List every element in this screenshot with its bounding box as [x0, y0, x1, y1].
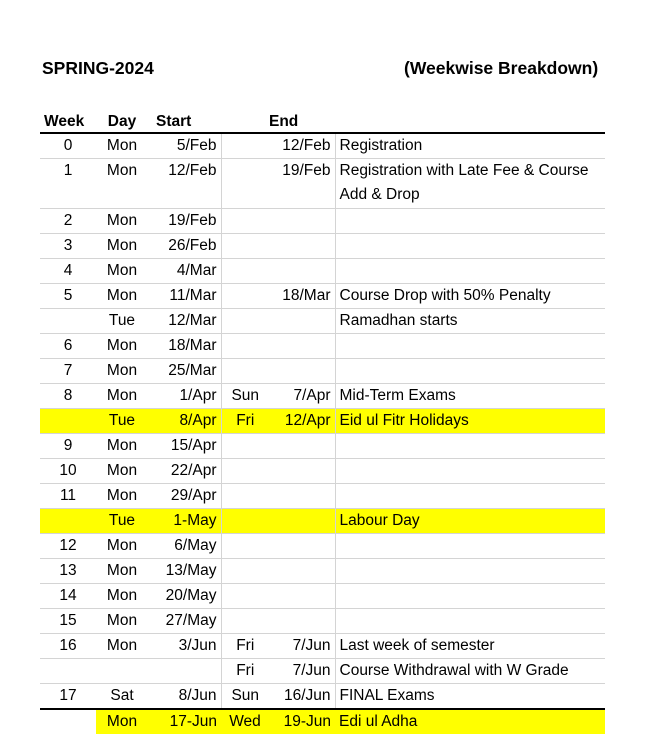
- row-week: 3: [40, 234, 96, 259]
- row-end-day: Sun: [221, 684, 269, 710]
- row-end: [269, 259, 335, 284]
- table-row: [40, 133, 605, 159]
- row-day: Mon: [96, 384, 148, 409]
- row-day: Mon: [96, 584, 148, 609]
- row-event: Registration with Late Fee & Course Add & Drop: [335, 159, 605, 209]
- row-day: Mon: [96, 634, 148, 659]
- schedule-rows: [40, 133, 605, 734]
- row-end-day: [221, 584, 269, 609]
- row-start: 1-May: [148, 509, 221, 534]
- row-event: Course Drop with 50% Penalty: [335, 284, 605, 309]
- row-week: 15: [40, 609, 96, 634]
- row-week: 0: [40, 133, 96, 159]
- table-row: [40, 209, 605, 234]
- row-week: 17: [40, 684, 96, 710]
- table-row: [40, 534, 605, 559]
- table-row: [40, 434, 605, 459]
- table-row: [40, 309, 605, 334]
- page-subtitle: (Weekwise Breakdown): [404, 58, 599, 78]
- row-start: 25/Mar: [148, 359, 221, 384]
- row-event: Registration: [335, 133, 605, 159]
- row-end-day: [221, 459, 269, 484]
- row-end: 7/Jun: [269, 659, 335, 684]
- row-day: Mon: [96, 609, 148, 634]
- header-event: [335, 107, 605, 133]
- row-start: 17-Jun: [148, 709, 221, 734]
- row-day: Mon: [96, 709, 148, 734]
- row-event: Eid ul Fitr Holidays: [335, 409, 605, 434]
- row-end: 12/Apr: [269, 409, 335, 434]
- row-end: [269, 534, 335, 559]
- row-end-day: Fri: [221, 634, 269, 659]
- row-week: 6: [40, 334, 96, 359]
- row-week: 8: [40, 384, 96, 409]
- row-week: 7: [40, 359, 96, 384]
- table-row: [40, 284, 605, 309]
- header-end: End: [269, 107, 335, 133]
- row-event: Last week of semester: [335, 634, 605, 659]
- row-end-day: [221, 234, 269, 259]
- row-week: [40, 509, 96, 534]
- row-event: [335, 459, 605, 484]
- table-row: [40, 459, 605, 484]
- row-start: 8/Apr: [148, 409, 221, 434]
- row-event: [335, 534, 605, 559]
- row-end-day: [221, 209, 269, 234]
- row-event: [335, 584, 605, 609]
- table-row: [40, 359, 605, 384]
- row-event: Mid-Term Exams: [335, 384, 605, 409]
- row-end: 19-Jun: [269, 709, 335, 734]
- row-end: [269, 334, 335, 359]
- row-start: 26/Feb: [148, 234, 221, 259]
- row-start: 3/Jun: [148, 634, 221, 659]
- row-day: Tue: [96, 309, 148, 334]
- row-end-day: Sun: [221, 384, 269, 409]
- row-event: FINAL Exams: [335, 684, 605, 710]
- row-end-day: [221, 259, 269, 284]
- row-start: 27/May: [148, 609, 221, 634]
- row-end: [269, 584, 335, 609]
- row-start: 6/May: [148, 534, 221, 559]
- table-row: [40, 409, 605, 434]
- row-event: [335, 434, 605, 459]
- row-week: 10: [40, 459, 96, 484]
- row-end: 12/Feb: [269, 133, 335, 159]
- row-event: [335, 559, 605, 584]
- row-end: [269, 484, 335, 509]
- row-end-day: [221, 309, 269, 334]
- row-start: 15/Apr: [148, 434, 221, 459]
- row-event: [335, 609, 605, 634]
- row-week: 14: [40, 584, 96, 609]
- row-end-day: [221, 434, 269, 459]
- header-end-day: [221, 107, 269, 133]
- row-end: [269, 434, 335, 459]
- row-start: 13/May: [148, 559, 221, 584]
- header-day: Day: [96, 107, 148, 133]
- table-row: [40, 334, 605, 359]
- row-end-day: Fri: [221, 409, 269, 434]
- row-week: 11: [40, 484, 96, 509]
- row-end-day: [221, 359, 269, 384]
- row-end: [269, 509, 335, 534]
- row-end-day: [221, 284, 269, 309]
- row-week: 2: [40, 209, 96, 234]
- table-row: [40, 609, 605, 634]
- row-event: Ramadhan starts: [335, 309, 605, 334]
- row-day: Mon: [96, 534, 148, 559]
- table-row: [40, 659, 605, 684]
- row-week: 4: [40, 259, 96, 284]
- row-end: 7/Jun: [269, 634, 335, 659]
- row-day: Sat: [96, 684, 148, 710]
- table-row: [40, 509, 605, 534]
- row-day: Mon: [96, 159, 148, 209]
- schedule-table: [40, 107, 605, 734]
- row-start: 1/Apr: [148, 384, 221, 409]
- row-day: Mon: [96, 209, 148, 234]
- row-end: [269, 359, 335, 384]
- table-row: [40, 484, 605, 509]
- row-event: Course Withdrawal with W Grade: [335, 659, 605, 684]
- row-start: 8/Jun: [148, 684, 221, 710]
- row-start: 29/Apr: [148, 484, 221, 509]
- row-end-day: [221, 334, 269, 359]
- table-row: [40, 234, 605, 259]
- row-week: 12: [40, 534, 96, 559]
- row-event: [335, 334, 605, 359]
- row-day: Mon: [96, 284, 148, 309]
- row-day: Mon: [96, 334, 148, 359]
- table-row: [40, 634, 605, 659]
- row-day: Mon: [96, 434, 148, 459]
- row-end-day: [221, 559, 269, 584]
- table-row: [40, 709, 605, 734]
- row-day: [96, 659, 148, 684]
- row-day: Mon: [96, 484, 148, 509]
- row-day: Mon: [96, 234, 148, 259]
- row-day: Tue: [96, 509, 148, 534]
- row-day: Mon: [96, 559, 148, 584]
- row-week: 9: [40, 434, 96, 459]
- row-end-day: [221, 609, 269, 634]
- table-row: [40, 159, 605, 209]
- row-week: [40, 309, 96, 334]
- row-week: 5: [40, 284, 96, 309]
- row-start: 12/Mar: [148, 309, 221, 334]
- row-end: 16/Jun: [269, 684, 335, 710]
- row-end: [269, 609, 335, 634]
- row-start: 18/Mar: [148, 334, 221, 359]
- row-end-day: [221, 534, 269, 559]
- table-row: [40, 559, 605, 584]
- row-start: 19/Feb: [148, 209, 221, 234]
- row-end-day: [221, 133, 269, 159]
- row-end: 19/Feb: [269, 159, 335, 209]
- row-week: 16: [40, 634, 96, 659]
- row-end: 7/Apr: [269, 384, 335, 409]
- row-day: Tue: [96, 409, 148, 434]
- row-start: 5/Feb: [148, 133, 221, 159]
- table-row: [40, 259, 605, 284]
- table-row: [40, 684, 605, 710]
- row-end-day: [221, 484, 269, 509]
- row-day: Mon: [96, 133, 148, 159]
- row-end-day: Fri: [221, 659, 269, 684]
- row-end: [269, 209, 335, 234]
- row-end: [269, 559, 335, 584]
- page-title: SPRING-2024: [42, 58, 154, 78]
- row-event: [335, 259, 605, 284]
- row-start: 12/Feb: [148, 159, 221, 209]
- row-start: 11/Mar: [148, 284, 221, 309]
- row-end: 18/Mar: [269, 284, 335, 309]
- row-start: 4/Mar: [148, 259, 221, 284]
- table-row: [40, 384, 605, 409]
- table-row: [40, 584, 605, 609]
- row-week: [40, 659, 96, 684]
- row-week: 13: [40, 559, 96, 584]
- row-end-day: Wed: [221, 709, 269, 734]
- row-week: [40, 409, 96, 434]
- row-end-day: [221, 509, 269, 534]
- header-start: Start: [148, 107, 221, 133]
- row-end: [269, 459, 335, 484]
- row-start: 22/Apr: [148, 459, 221, 484]
- row-event: [335, 234, 605, 259]
- header-week: Week: [40, 107, 96, 133]
- row-end: [269, 234, 335, 259]
- row-day: Mon: [96, 459, 148, 484]
- row-event: [335, 209, 605, 234]
- row-start: [148, 659, 221, 684]
- row-start: 20/May: [148, 584, 221, 609]
- row-event: Labour Day: [335, 509, 605, 534]
- row-event: [335, 484, 605, 509]
- row-end: [269, 309, 335, 334]
- row-event: Edi ul Adha: [335, 709, 605, 734]
- row-week: [40, 709, 96, 734]
- row-week: 1: [40, 159, 96, 209]
- header-row: [40, 107, 605, 133]
- row-end-day: [221, 159, 269, 209]
- row-event: [335, 359, 605, 384]
- row-day: Mon: [96, 259, 148, 284]
- row-day: Mon: [96, 359, 148, 384]
